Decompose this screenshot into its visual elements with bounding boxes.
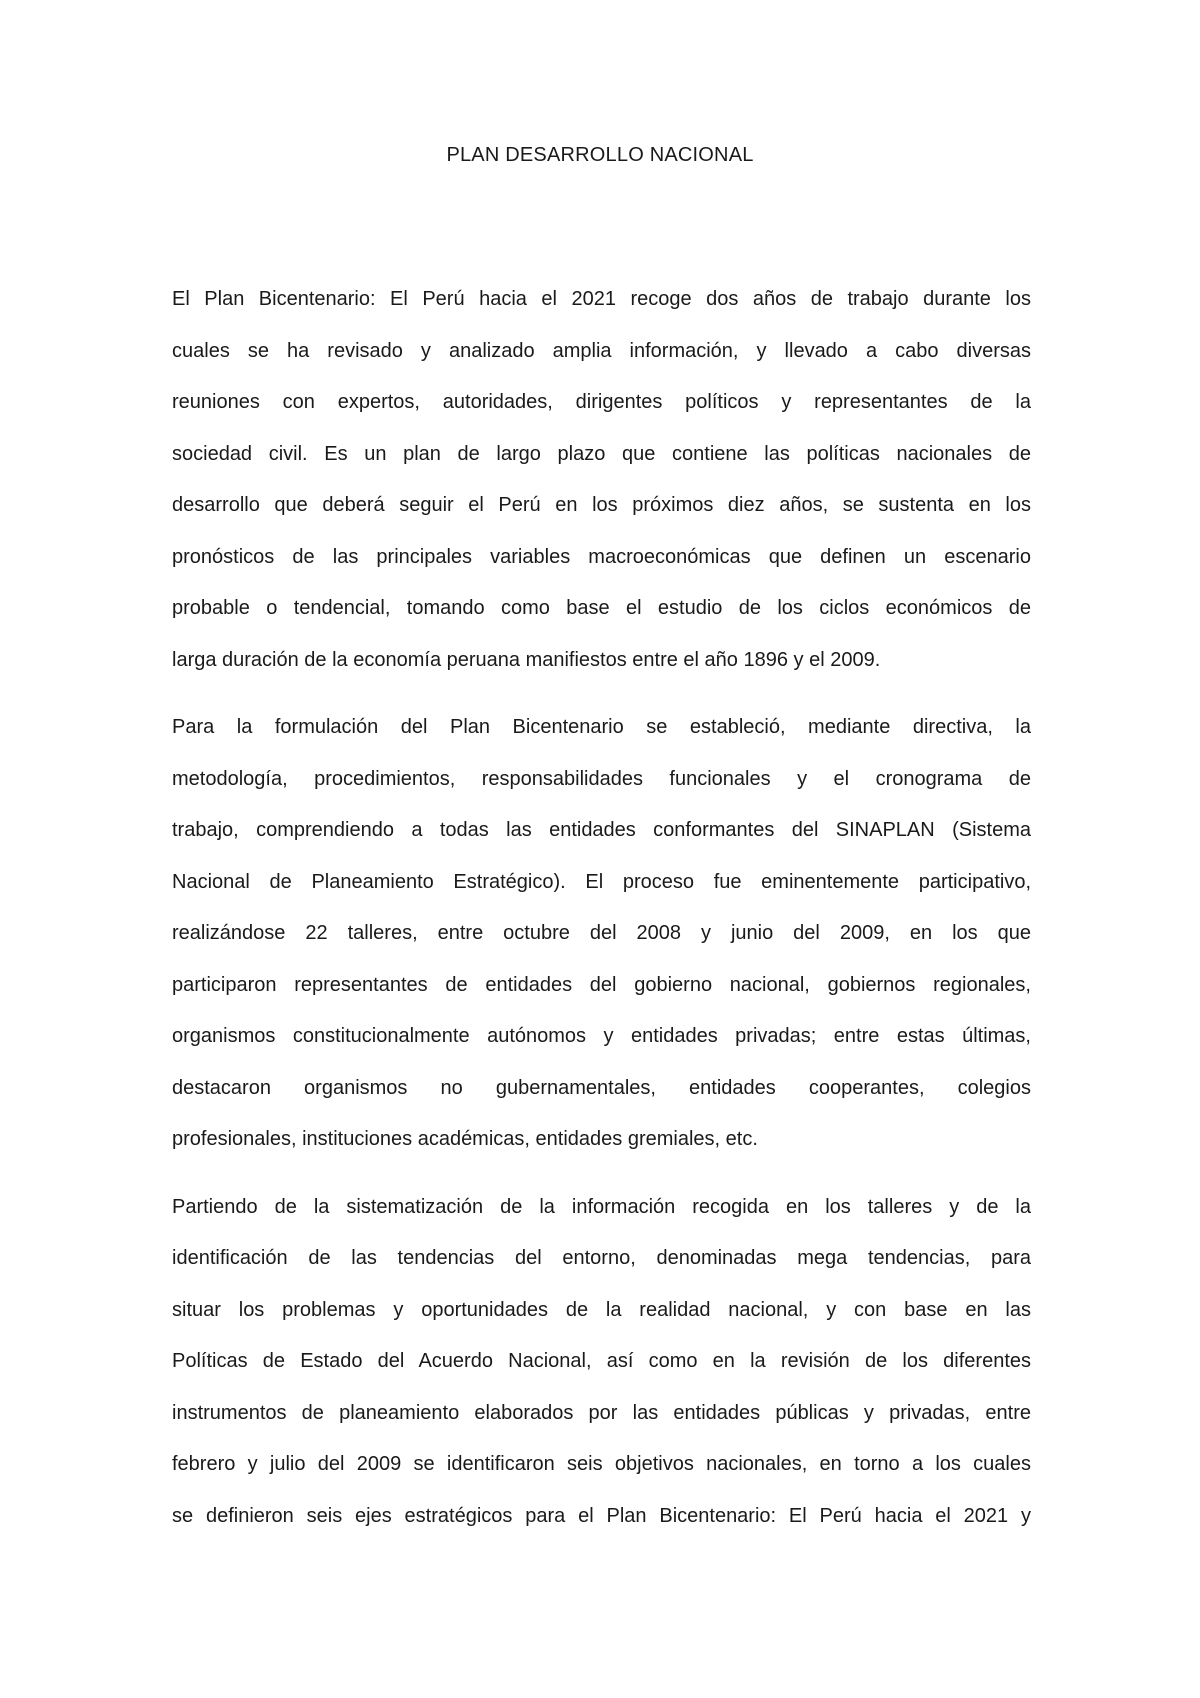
paragraph-line: destacaron organismos no gubernamentales, entidades cooperantes, colegios — [172, 1076, 1031, 1099]
paragraph-line: probable o tendencial, tomando como base el estudio de los ciclos económicos de — [172, 597, 1031, 619]
paragraph-line: metodología, procedimientos, responsabilidades funcionales y el cronograma de — [172, 767, 1031, 790]
paragraph-line: trabajo, comprendiendo a todas las entidades conformantes del SINAPLAN (Sistema — [172, 819, 1031, 841]
paragraph-line: Partiendo de la sistematización de la información recogida en los talleres y de la — [172, 1195, 1031, 1218]
paragraph-line: participaron representantes de entidades del gobierno nacional, gobiernos regionales, — [172, 973, 1031, 996]
paragraph-3 — [172, 1182, 1031, 1543]
paragraph-line: Políticas de Estado del Acuerdo Nacional, así como en la revisión de los diferentes — [172, 1350, 1031, 1372]
paragraph-line: profesionales, instituciones académicas, entidades gremiales, etc. — [172, 1128, 758, 1150]
paragraph-line: desarrollo que deberá seguir el Perú en los próximos diez años, se sustenta en los — [172, 494, 1031, 516]
paragraph-line: pronósticos de las principales variables macroeconómicas que definen un escenario — [172, 545, 1031, 568]
paragraph-line: reuniones con expertos, autoridades, dirigentes políticos y representantes de la — [172, 391, 1031, 413]
paragraph-line: identificación de las tendencias del entorno, denominadas mega tendencias, para — [172, 1247, 1031, 1269]
paragraph-line: febrero y julio del 2009 se identificaron seis objetivos nacionales, en torno a los cuales — [172, 1453, 1031, 1475]
paragraph-line: instrumentos de planeamiento elaborados por las entidades públicas y privadas, entre — [172, 1401, 1031, 1424]
paragraph-1 — [172, 274, 1031, 686]
paragraph-line: organismos constitucionalmente autónomos y entidades privadas; entre estas últimas, — [172, 1025, 1031, 1047]
paragraph-line: Nacional de Planeamiento Estratégico). El proceso fue eminentemente participativo, — [172, 870, 1031, 893]
paragraph-line: Para la formulación del Plan Bicentenario se estableció, mediante directiva, la — [172, 716, 1031, 738]
paragraph-line: realizándose 22 talleres, entre octubre del 2008 y junio del 2009, en los que — [172, 922, 1031, 944]
paragraph-2 — [172, 702, 1031, 1166]
paragraph-line: El Plan Bicentenario: El Perú hacia el 2021 recoge dos años de trabajo durante los — [172, 288, 1031, 310]
paragraph-line: se definieron seis ejes estratégicos para el Plan Bicentenario: El Perú hacia el 2021 y — [172, 1504, 1031, 1527]
document-title: PLAN DESARROLLO NACIONAL — [446, 144, 754, 166]
paragraph-line: situar los problemas y oportunidades de la realidad nacional, y con base en las — [172, 1298, 1031, 1321]
document-body — [172, 274, 1031, 1558]
paragraph-line: larga duración de la economía peruana manifiestos entre el año 1896 y el 2009. — [172, 648, 881, 671]
paragraph-line: sociedad civil. Es un plan de largo plazo que contiene las políticas nacionales de — [172, 442, 1031, 465]
paragraph-line: cuales se ha revisado y analizado amplia información, y llevado a cabo diversas — [172, 339, 1031, 362]
